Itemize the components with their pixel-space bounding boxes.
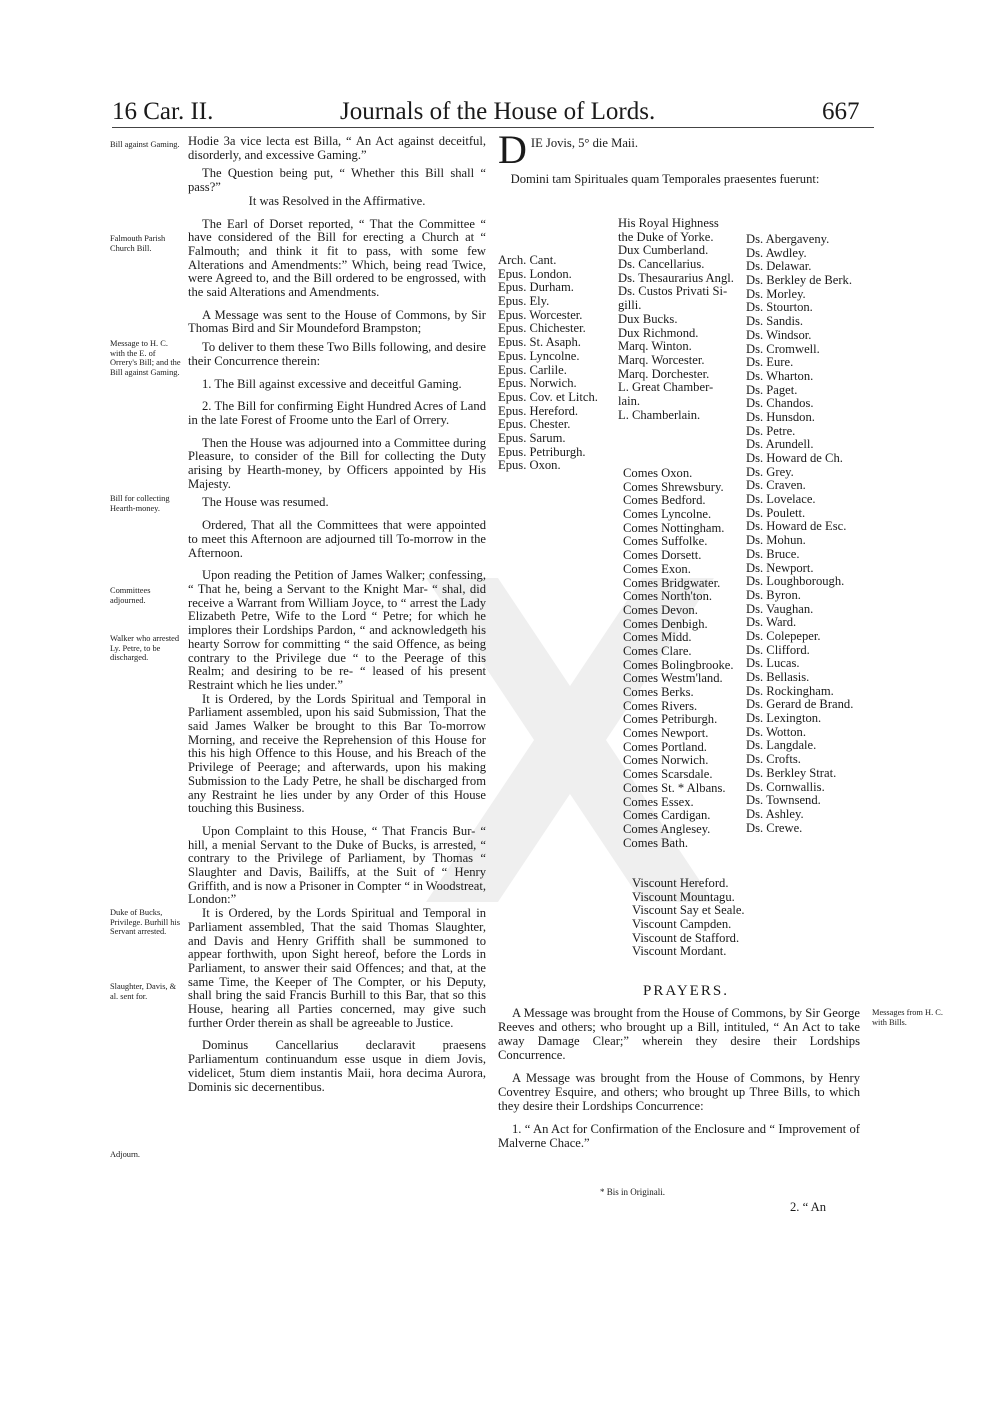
paragraph-resumed: The House was resumed.	[202, 495, 329, 510]
baron-entry: Ds. Langdale.	[746, 738, 817, 753]
baron-entry: Ds. Bruce.	[746, 546, 800, 561]
baron-entry: Ds. Chandos.	[746, 396, 814, 411]
paragraph-committees-adjourned: Ordered, That all the Committees that were appointed to meet this Afternoon are adjourned till To-morrow in the Afternoon.	[188, 518, 486, 560]
margin-note-slaughter: Slaughter, Davis, & al. sent for.	[110, 982, 177, 1001]
baron-entry: Ds. Arundell.	[746, 437, 814, 452]
page-number: 667	[822, 98, 860, 125]
temporal-lord-entry: the Duke of Yorke.	[618, 229, 714, 244]
baron-entry: Ds. Rockingham.	[746, 683, 834, 698]
earl-entry: Comes Exon.	[623, 561, 691, 576]
baron-entry: Ds. Vaughan.	[746, 601, 814, 616]
margin-note-hearth: Bill for collecting Hearth-money.	[110, 494, 170, 513]
drop-cap: D	[498, 127, 527, 172]
baron-entry: Ds. Windsor.	[746, 327, 812, 342]
temporal-lord-entry: Ds. Cancellarius.	[618, 257, 705, 272]
baron-entry: Ds. Howard de Ch.	[746, 451, 843, 465]
catchword: 2. “ An	[790, 1200, 827, 1214]
earl-entry: Comes Bolingbrooke.	[623, 657, 734, 672]
baron-entry: Ds. Paget.	[746, 382, 798, 397]
baron-entry: Ds. Newport.	[746, 560, 814, 575]
paragraph-message-damage-clear: A Message was brought from the House of Commons, by Sir George Reeves and others; who brought up a Bill, intituled, “ An Act to take away Damage Clear;” wherein they desire their Lordships Concurrence.	[498, 1006, 860, 1062]
spiritual-lord-entry: Epus. Ely.	[498, 294, 550, 309]
list-barons	[746, 233, 853, 835]
baron-entry: Ds. Lucas.	[746, 656, 800, 671]
left-column	[188, 135, 486, 1094]
header-rule	[112, 127, 874, 128]
spiritual-lord-entry: Epus. Chester.	[498, 417, 571, 432]
viscount-entry: Viscount Mordant.	[632, 944, 727, 959]
earl-entry: Comes Shrewsbury.	[623, 479, 724, 494]
margin-note-messages: Messages from H. C. with Bills.	[872, 1008, 943, 1027]
spiritual-lord-entry: Epus. Cov. et Litch.	[498, 389, 598, 404]
baron-entry: Ds. Clifford.	[746, 642, 810, 657]
paragraph-question: The Question being put, “ Whether this Bill shall “ pass?”	[188, 166, 486, 195]
baron-entry: Ds. Townsend.	[746, 793, 821, 808]
spiritual-lord-entry: Epus. Norwich.	[498, 376, 577, 391]
running-head-title: Journals of the House of Lords.	[340, 98, 656, 125]
prayers-heading: PRAYERS.	[643, 983, 729, 999]
temporal-lord-entry: lain.	[618, 393, 641, 408]
earl-entry: Comes Norwich.	[623, 753, 709, 768]
earl-entry: Comes Denbigh.	[623, 616, 708, 631]
earl-entry: Comes Essex.	[623, 794, 694, 809]
paragraph-walker-order: It is Ordered, by the Lords Spiritual and Temporal in Parliament assembled, upon his said Submission, That the said James Walker be brought to this Bar To-morrow Morning, and receive the Reprehension of this House for this his high Offence to this House, and his Breach of the Privilege of Peerage; and afterwards, upon his making Submission to the Lady Petre, he shall be discharged from any Restraint he lies under by any Order of this House touching this Business.	[188, 691, 486, 816]
baron-entry: Ds. Awdley.	[746, 245, 807, 260]
paragraph-slaughter-order: It is Ordered, by the Lords Spiritual and Temporal in Parliament assembled, That the said Thomas Slaughter, and Davis and Henry Griffith shall be summoned to appear forthwith, upon Sight hereof, before the Lords in Parliament, to answer their said Offences; and that, at the same Time, the Keeper of The Compter, or his Deputy, shall bring the said Francis Burhill to this Bar, that so this House, hearing all Parties concerned, may give such further Order therein as shall be agreeable to Justice.	[188, 906, 486, 1030]
baron-entry: Ds. Crewe.	[746, 820, 803, 835]
margin-note-bucks: Duke of Bucks, Privilege. Burhill his Servant arrested.	[110, 908, 181, 937]
baron-entry: Ds. Lovelace.	[746, 492, 816, 507]
spiritual-lord-entry: Epus. Sarum.	[498, 430, 566, 445]
earl-entry: Comes Nottingham.	[623, 520, 725, 535]
margin-note-message: Message to H. C. with the E. of Orrery's Bill; and the Bill against Gaming.	[110, 339, 181, 377]
spiritual-lord-entry: Epus. Chichester.	[498, 321, 586, 336]
spiritual-lord-entry: Epus. Petriburgh.	[498, 444, 586, 459]
baron-entry: Ds. Poulett.	[746, 505, 806, 520]
spiritual-lord-entry: Epus. Lyncolne.	[498, 348, 580, 363]
baron-entry: Ds. Petre.	[746, 423, 796, 438]
earl-entry: Comes Suffolke.	[623, 534, 708, 549]
baron-entry: Ds. Colepeper.	[746, 628, 821, 643]
paragraph-malverne-chace: 1. “ An Act for Confirmation of the Enclosure and “ Improvement of Malverne Chace.”	[498, 1122, 860, 1150]
temporal-lord-entry: L. Great Chamber-	[618, 380, 714, 395]
baron-entry: Ds. Cromwell.	[746, 341, 820, 356]
temporal-lord-entry: Dux Cumberland.	[618, 243, 709, 258]
earl-entry: Comes Clare.	[623, 643, 692, 658]
baron-entry: Ds. Delawar.	[746, 259, 812, 274]
paragraph-burhill-complaint: Upon Complaint to this House, “ That Francis Bur- “ hill, a menial Servant to the Duke of Bucks, is arrested, “ contrary to the Privilege of Parliament, by Thomas “ Slaughter and Davis, Bailiffs, at the Suit of “ Henry Griffith, and is now a Prisoner in Compter “ in Woodstreat, London:”	[188, 823, 486, 907]
spiritual-lord-entry: Arch. Cant.	[498, 253, 557, 267]
earl-entry: Comes Portland.	[623, 739, 707, 754]
earl-entry: Comes Oxon.	[623, 466, 693, 480]
paragraph-adjournment: Dominus Cancellarius declaravit praesens Parliamentum continuandum esse usque in diem Jovis, videlicet, 5tum diem instantis Maii, hora decima Aurora, Dominis sic decernentibus.	[188, 1038, 486, 1094]
date-heading	[498, 127, 876, 172]
earl-entry: Comes Dorsett.	[623, 548, 702, 563]
earl-entry: Comes Rivers.	[623, 698, 698, 713]
list-spiritual-lords	[498, 254, 598, 473]
baron-entry: Ds. Grey.	[746, 464, 794, 479]
paragraph-third-reading: Hodie 3a vice lecta est Billa, “ An Act against deceitful, disorderly, and excessive Gaming.”	[188, 134, 486, 162]
viscount-entry: Viscount Say et Seale.	[632, 903, 745, 918]
paragraph-bill-two: 2. The Bill for confirming Eight Hundred Acres of Land in the late Forest of Froome unto the Earl of Orrery.	[188, 399, 486, 427]
earl-entry: Comes St. * Albans.	[623, 780, 726, 795]
temporal-lord-entry: Marq. Dorchester.	[618, 366, 710, 381]
earl-entry: Comes Midd.	[623, 630, 692, 645]
list-temporal-lords	[618, 217, 734, 422]
temporal-lord-entry: Dux Bucks.	[618, 311, 678, 326]
viscount-entry: Viscount Campden.	[632, 917, 732, 932]
earl-entry: Comes Bath.	[623, 835, 689, 850]
spiritual-lord-entry: Epus. Durham.	[498, 280, 574, 295]
temporal-lord-entry: Ds. Custos Privati Si-	[618, 284, 728, 299]
earl-entry: Comes Bridgwater.	[623, 575, 721, 590]
viscount-entry: Viscount Hereford.	[632, 876, 729, 890]
baron-entry: Ds. Lexington.	[746, 711, 822, 726]
temporal-lord-entry: Marq. Winton.	[618, 339, 692, 354]
margin-note-gaming: Bill against Gaming.	[110, 140, 180, 149]
right-text-block	[498, 1006, 860, 1150]
spiritual-lord-entry: Epus. Hereford.	[498, 403, 579, 418]
earl-entry: Comes Devon.	[623, 602, 698, 617]
baron-entry: Ds. Ward.	[746, 615, 797, 630]
present-heading: Domini tam Spirituales quam Temporales praesentes fuerunt:	[510, 172, 820, 186]
paragraph-dorset-report: The Earl of Dorset reported, “ That the Committee “ have considered of the Bill for erecting a Church at “ Falmouth; and think it fit to pass, with some few Alterations and Amendments:” Which, being read Twice, were Agreed to, and the Bill ordered to be engrossed, with the said Alterations and Amendments.	[188, 216, 486, 300]
footnote: * Bis in Originali.	[600, 1187, 665, 1197]
paragraph-message-sent: A Message was sent to the House of Commons, by Sir Thomas Bird and Sir Moundeford Brampston;	[188, 307, 486, 336]
temporal-lord-entry: Marq. Worcester.	[618, 352, 705, 367]
baron-entry: Ds. Sandis.	[746, 314, 804, 329]
temporal-lord-entry: gilli.	[618, 298, 642, 313]
baron-entry: Ds. Craven.	[746, 478, 806, 493]
baron-entry: Ds. Berkley Strat.	[746, 765, 837, 780]
margin-note-walker: Walker who arrested Ly. Petre, to be discharged.	[110, 634, 180, 663]
baron-entry: Ds. Ashley.	[746, 806, 804, 821]
baron-entry: Ds. Crofts.	[746, 752, 801, 767]
spiritual-lord-entry: Epus. Carlile.	[498, 362, 567, 377]
baron-entry: Ds. Berkley de Berk.	[746, 273, 852, 288]
temporal-lord-entry: L. Chamberlain.	[618, 407, 701, 422]
earl-entry: Comes Berks.	[623, 685, 694, 699]
earl-entry: Comes Westm'land.	[623, 671, 723, 686]
earl-entry: Comes Lyncolne.	[623, 507, 712, 522]
paragraph-hearth-money: Then the House was adjourned into a Committee during Pleasure, to consider of the Bill for collecting the Duty arising by Hearth-money, by Officers appointed by His Majesty.	[188, 435, 486, 491]
viscount-entry: Viscount de Stafford.	[632, 930, 740, 945]
baron-entry: Ds. Wotton.	[746, 724, 806, 739]
paragraph-message-three-bills: A Message was brought from the House of Commons, by Henry Coventrey Esquire, and others; who brought up Three Bills, to which they desire their Lordships Concurrence:	[498, 1071, 860, 1113]
paragraph-resolved: It was Resolved in the Affirmative.	[248, 193, 426, 208]
list-viscounts	[632, 877, 745, 959]
earl-entry: Comes Cardigan.	[623, 808, 711, 823]
baron-entry: Ds. Mohun.	[746, 533, 806, 548]
earl-entry: Comes Petriburgh.	[623, 712, 718, 727]
earl-entry: Comes Scarsdale.	[623, 767, 713, 782]
baron-entry: Ds. Cornwallis.	[746, 779, 825, 794]
spiritual-lord-entry: Epus. London.	[498, 266, 572, 281]
baron-entry: Ds. Hunsdon.	[746, 409, 815, 424]
baron-entry: Ds. Stourton.	[746, 300, 813, 315]
margin-note-committees: Committees adjourned.	[110, 586, 151, 605]
paragraph-deliver: To deliver to them these Two Bills following, and desire their Concurrence therein:	[188, 340, 486, 368]
spiritual-lord-entry: Epus. St. Asaph.	[498, 335, 581, 350]
spiritual-lord-entry: Epus. Worcester.	[498, 307, 583, 322]
spiritual-lord-entry: Epus. Oxon.	[498, 458, 561, 473]
running-head-regnal-year: 16 Car. II.	[112, 98, 214, 125]
date-text: IE Jovis, 5° die Maii.	[530, 136, 639, 150]
earl-entry: Comes North'ton.	[623, 589, 713, 604]
baron-entry: Ds. Howard de Esc.	[746, 519, 847, 534]
baron-entry: Ds. Abergaveny.	[746, 232, 830, 246]
paragraph-bill-one: 1. The Bill against excessive and deceitful Gaming.	[202, 376, 462, 391]
baron-entry: Ds. Wharton.	[746, 368, 814, 383]
baron-entry: Ds. Byron.	[746, 587, 801, 602]
margin-note-adjourn: Adjourn.	[110, 1150, 141, 1159]
list-earls	[623, 467, 734, 850]
paragraph-walker-petition: Upon reading the Petition of James Walker; confessing, “ That he, being a Servant to the Knight Mar- “ shal, did receive a Warrant from William Joyce, to “ arrest the Lady Elizabeth Petre, Wife to the Lord “ Petre; for which he implores their Lordships Pardon, “ and acknowledgeth his hearty Sorrow for committing “ the said Offence, as being contrary to the Privilege due “ to the Peerage of this Realm; and desiring to be re- “ leased of his present Restraint which he lies under.”	[188, 568, 486, 692]
earl-entry: Comes Bedford.	[623, 493, 706, 508]
baron-entry: Ds. Loughborough.	[746, 574, 845, 589]
temporal-lord-entry: Dux Richmond.	[618, 325, 699, 340]
baron-entry: Ds. Eure.	[746, 355, 794, 370]
baron-entry: Ds. Bellasis.	[746, 670, 810, 684]
earl-entry: Comes Anglesey.	[623, 821, 711, 836]
temporal-lord-entry: His Royal Highness	[618, 216, 719, 230]
earl-entry: Comes Newport.	[623, 726, 709, 741]
margin-note-falmouth: Falmouth Parish Church Bill.	[110, 234, 166, 253]
viscount-entry: Viscount Mountagu.	[632, 889, 735, 904]
baron-entry: Ds. Gerard de Brand.	[746, 697, 854, 712]
temporal-lord-entry: Ds. Thesaurarius Angl.	[618, 270, 734, 285]
baron-entry: Ds. Morley.	[746, 286, 806, 301]
